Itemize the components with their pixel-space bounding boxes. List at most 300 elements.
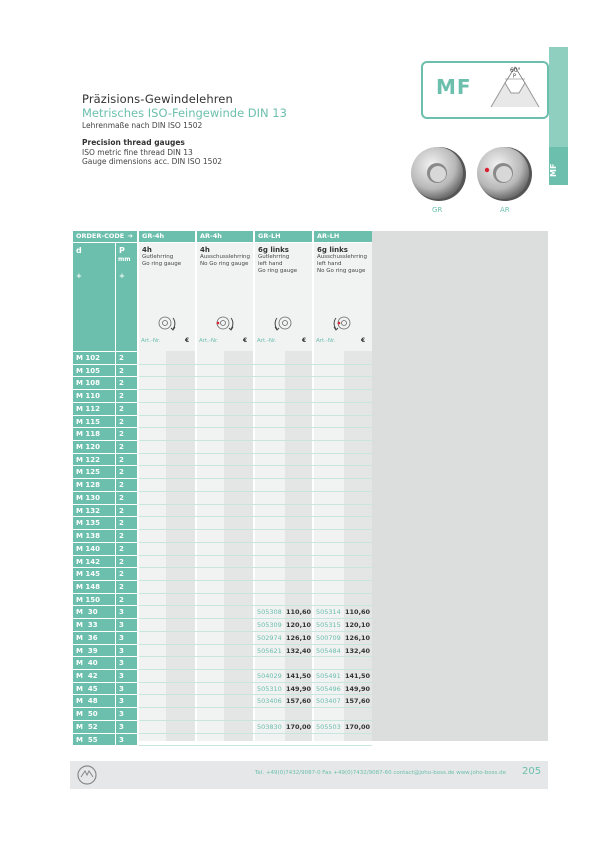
- article-number: [257, 492, 285, 504]
- row-d: M 52: [73, 721, 115, 733]
- price: [345, 734, 372, 746]
- row-p: 2: [116, 556, 137, 568]
- article-number: [257, 708, 285, 720]
- article-number: [199, 734, 225, 746]
- price: [225, 517, 252, 529]
- ar-lh-en2: No Go ring gauge: [317, 268, 366, 274]
- price: [345, 543, 372, 555]
- price: [167, 606, 194, 618]
- row-p: 3: [116, 645, 137, 657]
- price: [167, 416, 194, 428]
- article-number: [141, 517, 167, 529]
- price: [345, 581, 372, 593]
- article-number: [316, 428, 344, 440]
- price: [225, 530, 252, 542]
- article-number: [141, 708, 167, 720]
- price: 120,10: [286, 621, 312, 630]
- article-number: [199, 683, 225, 695]
- article-number: [141, 619, 167, 631]
- row-d: M 128: [73, 479, 115, 491]
- row-d: M 115: [73, 416, 115, 428]
- gr-4h-euro: €: [185, 337, 190, 344]
- article-number: 500709: [316, 633, 341, 642]
- price: [345, 505, 372, 517]
- price: [345, 441, 372, 453]
- article-number: [257, 365, 285, 377]
- price: [286, 543, 312, 555]
- gauge-dims-de: Lehrenmaße nach DIN ISO 1502: [82, 121, 203, 130]
- row-p: 3: [116, 734, 137, 746]
- price: [286, 390, 312, 402]
- price: [167, 594, 194, 606]
- article-number: [141, 466, 167, 478]
- price: [225, 594, 252, 606]
- price: [345, 657, 372, 669]
- price: [225, 403, 252, 415]
- row-p: 3: [116, 632, 137, 644]
- article-number: [199, 556, 225, 568]
- go-ring-right-hand-icon: [154, 313, 180, 333]
- gr-4h-description: [142, 246, 195, 268]
- article-number: [199, 594, 225, 606]
- article-number: [257, 479, 285, 491]
- gr-lh-art-label: Art.-Nr.: [257, 338, 277, 344]
- company-logo-icon: [76, 764, 98, 786]
- row-p: 3: [116, 721, 137, 733]
- row-d: M 48: [73, 695, 115, 707]
- ar-lh-en: left hand: [317, 261, 342, 267]
- row-d: M 132: [73, 505, 115, 517]
- subtitle-en: ISO metric fine thread DIN 13: [82, 148, 193, 157]
- article-number: [316, 543, 344, 555]
- footer-contact: Tel. +49(0)7432/9087-0 Fax +49(0)7432/9087-60 contact@joho-boss.de www.joho-boss.de: [255, 770, 506, 776]
- price: [286, 734, 312, 746]
- article-number: [141, 670, 167, 682]
- article-number: 505310: [257, 684, 282, 693]
- price: [345, 708, 372, 720]
- ar-image-label: AR: [500, 206, 510, 214]
- price: [225, 645, 252, 657]
- price: 170,00: [286, 722, 312, 731]
- row-p: 2: [116, 403, 137, 415]
- price: [225, 683, 252, 695]
- row-p: 2: [116, 581, 137, 593]
- price: [225, 352, 252, 364]
- row-d: M 140: [73, 543, 115, 555]
- no-go-ring-left-hand-icon: [329, 313, 355, 333]
- article-number: 504029: [257, 672, 282, 680]
- row-d: M 125: [73, 466, 115, 478]
- article-number: [199, 492, 225, 504]
- article-number: [199, 454, 225, 466]
- article-number: [316, 530, 344, 542]
- row-d: M 42: [73, 670, 115, 682]
- ar-lh-description: [317, 246, 372, 275]
- go-ring-gauge-image: [408, 143, 468, 205]
- price: [167, 505, 194, 517]
- article-number: [316, 708, 344, 720]
- price: [167, 683, 194, 695]
- row-d: M 102: [73, 352, 115, 364]
- price: [286, 479, 312, 491]
- article-number: [141, 390, 167, 402]
- price: [345, 454, 372, 466]
- price: [286, 581, 312, 593]
- row-divider: [73, 745, 137, 746]
- article-number: [316, 416, 344, 428]
- row-d: M 150: [73, 594, 115, 606]
- price: [225, 365, 252, 377]
- article-number: [316, 365, 344, 377]
- article-number: 505496: [316, 684, 341, 693]
- row-d: M 105: [73, 365, 115, 377]
- row-p: 2: [116, 466, 137, 478]
- ar-lh-euro: €: [361, 337, 366, 344]
- price: [225, 543, 252, 555]
- gr-lh-euro: €: [302, 337, 307, 344]
- row-d: M 122: [73, 454, 115, 466]
- article-number: [199, 695, 225, 707]
- price: [345, 416, 372, 428]
- article-number: [199, 530, 225, 542]
- article-number: [141, 695, 167, 707]
- row-p: 2: [116, 594, 137, 606]
- price: [167, 365, 194, 377]
- price: [225, 695, 252, 707]
- side-tab-upper: [549, 47, 568, 147]
- row-p: 2: [116, 517, 137, 529]
- price: [167, 556, 194, 568]
- d-plus: +: [76, 272, 82, 280]
- ar-lh-art-label: Art.-Nr.: [316, 338, 336, 344]
- article-number: [316, 403, 344, 415]
- article-number: [316, 441, 344, 453]
- row-d: M 130: [73, 492, 115, 504]
- article-number: [199, 517, 225, 529]
- ar-4h-euro: €: [243, 337, 248, 344]
- price: [345, 428, 372, 440]
- article-number: [257, 403, 285, 415]
- article-number: [199, 441, 225, 453]
- ar-4h-de: Ausschusslehrring: [200, 254, 251, 260]
- article-number: [257, 556, 285, 568]
- order-code-header: [73, 231, 137, 242]
- article-number: [141, 530, 167, 542]
- row-p: 2: [116, 505, 137, 517]
- article-number: [316, 377, 344, 389]
- row-d: M 138: [73, 530, 115, 542]
- gr-lh-en: left hand: [258, 261, 283, 267]
- no-go-ring-right-hand-icon: [212, 313, 238, 333]
- price: [286, 428, 312, 440]
- article-number: [257, 416, 285, 428]
- price: [225, 606, 252, 618]
- price: [345, 594, 372, 606]
- price: [167, 543, 194, 555]
- article-number: 503407: [316, 697, 341, 706]
- order-code-label: ORDER-CODE: [76, 232, 125, 240]
- article-number: [141, 606, 167, 618]
- article-number: [257, 428, 285, 440]
- article-number: [199, 505, 225, 517]
- price: [225, 416, 252, 428]
- article-number: [316, 466, 344, 478]
- ar-4h-description: [200, 246, 253, 268]
- article-number: [199, 352, 225, 364]
- price: [167, 492, 194, 504]
- article-number: [141, 352, 167, 364]
- price: [225, 479, 252, 491]
- row-d: M 135: [73, 517, 115, 529]
- article-number: [257, 454, 285, 466]
- header-gr-4h: GR-4h: [139, 231, 195, 242]
- row-d: M 108: [73, 377, 115, 389]
- price: [286, 377, 312, 389]
- article-number: [199, 657, 225, 669]
- gr-4h-en: Go ring gauge: [142, 261, 182, 267]
- price: 132,40: [286, 646, 312, 655]
- article-number: [141, 505, 167, 517]
- ar-4h-en: No Go ring gauge: [200, 261, 249, 267]
- gr-lh-description: [258, 246, 312, 275]
- article-number: [257, 734, 285, 746]
- row-p: 2: [116, 492, 137, 504]
- row-d: M 30: [73, 606, 115, 618]
- ar-4h-tolerance: 4h: [200, 246, 210, 254]
- article-number: [316, 657, 344, 669]
- article-number: 502974: [257, 633, 282, 642]
- go-ring-left-hand-icon: [270, 313, 296, 333]
- price: [286, 454, 312, 466]
- price: [225, 390, 252, 402]
- price: 149,90: [286, 684, 312, 693]
- price: [286, 505, 312, 517]
- article-number: [316, 734, 344, 746]
- article-number: [199, 645, 225, 657]
- article-number: [199, 403, 225, 415]
- row-p: 2: [116, 543, 137, 555]
- article-number: [199, 632, 225, 644]
- price: [286, 594, 312, 606]
- ar-4h-art-label: Art.-Nr.: [199, 338, 219, 344]
- row-divider: [139, 745, 372, 746]
- price: [286, 556, 312, 568]
- gr-lh-tolerance: 6g links: [258, 246, 289, 254]
- price: [225, 581, 252, 593]
- header-ar-lh: AR-LH: [314, 231, 372, 242]
- title-de: Präzisions-Gewindelehren: [82, 92, 233, 106]
- price: 126,10: [286, 633, 312, 642]
- article-number: [141, 454, 167, 466]
- article-number: [316, 594, 344, 606]
- article-number: 505314: [316, 608, 341, 617]
- article-number: [141, 543, 167, 555]
- article-number: [316, 556, 344, 568]
- article-number: 505503: [316, 722, 341, 731]
- price: [286, 352, 312, 364]
- price: [286, 441, 312, 453]
- row-p: 3: [116, 619, 137, 631]
- price: [167, 517, 194, 529]
- price: [167, 466, 194, 478]
- article-number: [199, 466, 225, 478]
- article-number: [141, 657, 167, 669]
- angle-label: 60°: [510, 67, 521, 74]
- article-number: [141, 645, 167, 657]
- article-number: [257, 441, 285, 453]
- article-number: [141, 428, 167, 440]
- article-number: [316, 454, 344, 466]
- header-ar-4h: AR-4h: [197, 231, 253, 242]
- title-en: Precision thread gauges: [82, 138, 185, 147]
- price: 110,60: [345, 608, 371, 617]
- row-d: M 120: [73, 441, 115, 453]
- price: [286, 492, 312, 504]
- price: [286, 530, 312, 542]
- no-go-ring-gauge-image: [474, 143, 534, 205]
- price: [225, 505, 252, 517]
- price: 132,40: [345, 646, 371, 655]
- row-d: M 55: [73, 734, 115, 746]
- row-d: M 39: [73, 645, 115, 657]
- article-number: 505309: [257, 621, 282, 630]
- article-number: [316, 479, 344, 491]
- d-label: d: [76, 246, 82, 255]
- price: [286, 416, 312, 428]
- row-d: M 33: [73, 619, 115, 631]
- price: [167, 721, 194, 733]
- p-label: P: [119, 246, 125, 255]
- price: 157,60: [286, 697, 312, 706]
- article-number: [257, 581, 285, 593]
- article-number: [257, 594, 285, 606]
- price: [167, 454, 194, 466]
- article-number: [141, 416, 167, 428]
- price: [345, 479, 372, 491]
- article-number: [257, 466, 285, 478]
- row-p: 3: [116, 606, 137, 618]
- gr-4h-art-label: Art.-Nr.: [141, 338, 161, 344]
- row-p: 2: [116, 454, 137, 466]
- row-d: M 40: [73, 657, 115, 669]
- page-number: 205: [522, 766, 542, 777]
- gr-4h-tolerance: 4h: [142, 246, 152, 254]
- ar-lh-de: Ausschusslehrring: [317, 254, 368, 260]
- row-p: 2: [116, 530, 137, 542]
- gr-lh-en2: Go ring gauge: [258, 268, 298, 274]
- article-number: [141, 594, 167, 606]
- row-d: M 145: [73, 568, 115, 580]
- thread-profile-icon: [487, 63, 543, 113]
- row-p: 2: [116, 479, 137, 491]
- article-number: [199, 670, 225, 682]
- row-p: 2: [116, 568, 137, 580]
- price: 170,00: [345, 722, 371, 731]
- arrow-icon: ➔: [127, 232, 133, 240]
- price: 110,60: [286, 608, 312, 617]
- price: [167, 645, 194, 657]
- article-number: [257, 390, 285, 402]
- price: [167, 670, 194, 682]
- row-p: 3: [116, 683, 137, 695]
- price: [167, 632, 194, 644]
- p-unit: mm: [118, 256, 131, 263]
- price: [345, 517, 372, 529]
- row-p: 2: [116, 390, 137, 402]
- price: [167, 428, 194, 440]
- article-number: [257, 568, 285, 580]
- article-number: 503406: [257, 697, 282, 706]
- article-number: [316, 568, 344, 580]
- row-p: 3: [116, 695, 137, 707]
- price: [167, 352, 194, 364]
- article-number: [199, 708, 225, 720]
- article-number: 505315: [316, 621, 341, 630]
- side-tab-label: MF: [549, 163, 558, 177]
- price: [345, 556, 372, 568]
- article-number: [199, 568, 225, 580]
- article-number: [199, 377, 225, 389]
- article-number: [141, 492, 167, 504]
- article-number: [141, 721, 167, 733]
- price: [286, 403, 312, 415]
- price: [225, 734, 252, 746]
- price: [286, 466, 312, 478]
- row-p: 2: [116, 416, 137, 428]
- price: [225, 466, 252, 478]
- article-number: [199, 428, 225, 440]
- price: [167, 695, 194, 707]
- article-number: [141, 581, 167, 593]
- article-number: [199, 619, 225, 631]
- article-number: [199, 606, 225, 618]
- price: [225, 657, 252, 669]
- price: 157,60: [345, 697, 371, 706]
- row-d: M 112: [73, 403, 115, 415]
- article-number: [199, 721, 225, 733]
- pitch-label: P: [513, 73, 517, 80]
- row-d: M 142: [73, 556, 115, 568]
- price: [167, 441, 194, 453]
- article-number: [199, 479, 225, 491]
- price: [167, 403, 194, 415]
- price: 120,10: [345, 621, 371, 630]
- article-number: 505484: [316, 646, 341, 655]
- gauge-dims-en: Gauge dimensions acc. DIN ISO 1502: [82, 157, 223, 166]
- price: [345, 365, 372, 377]
- price: [225, 568, 252, 580]
- article-number: 505621: [257, 646, 282, 655]
- price: [345, 352, 372, 364]
- price: [167, 657, 194, 669]
- price: [225, 454, 252, 466]
- article-number: [199, 543, 225, 555]
- article-number: [199, 416, 225, 428]
- article-number: 503830: [257, 722, 282, 731]
- gr-4h-de: Gutlehrring: [142, 254, 174, 260]
- article-number: [141, 734, 167, 746]
- row-d: M 45: [73, 683, 115, 695]
- price: [345, 568, 372, 580]
- article-number: [141, 632, 167, 644]
- price: [167, 530, 194, 542]
- price: 126,10: [345, 633, 371, 642]
- article-number: 505308: [257, 608, 282, 617]
- article-number: [141, 365, 167, 377]
- price: [167, 708, 194, 720]
- price: 141,50: [286, 672, 312, 680]
- price: [225, 670, 252, 682]
